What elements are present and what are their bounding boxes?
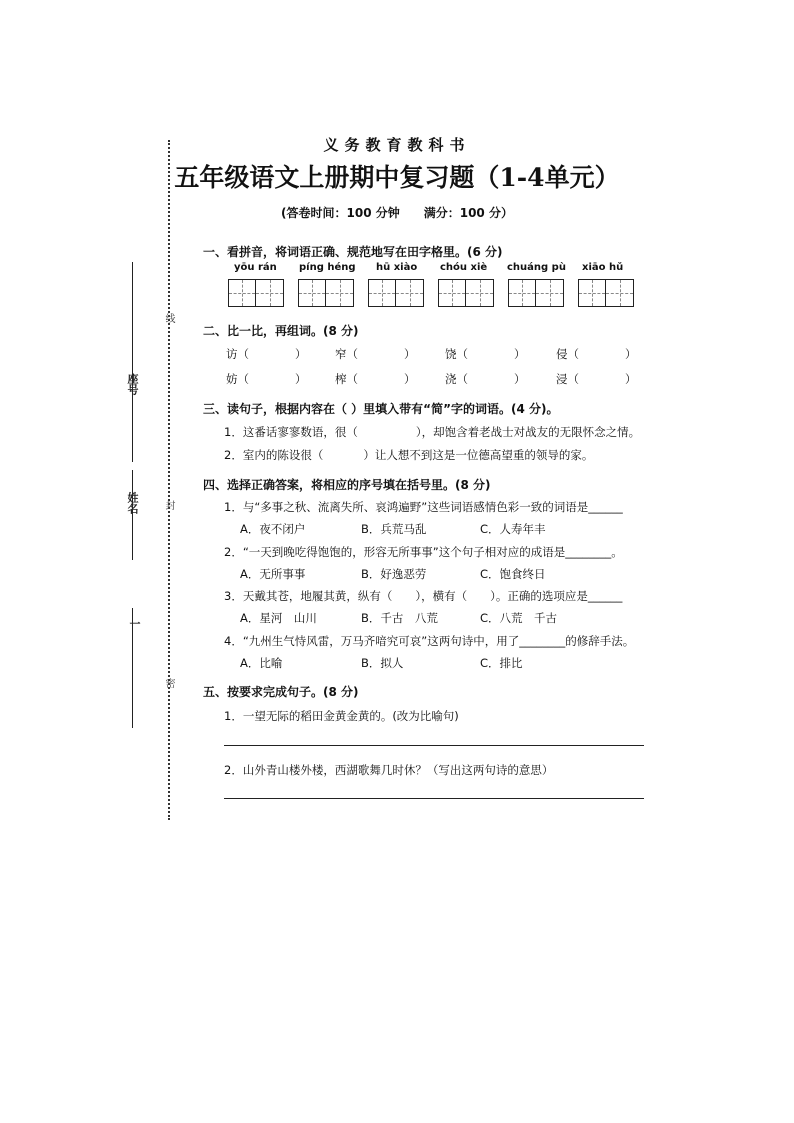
sentence-2-start: 2．室内的陈设很（ [224,448,324,462]
seat-label: 座号 [126,373,139,395]
pinyin-3: hū xiào [376,262,418,273]
option[interactable]: C．饱食终日 [480,567,546,581]
section-5-heading: 五、按要求完成句子。(8 分) [203,685,359,699]
bind-seal-char: 封 [163,500,174,510]
compare-item[interactable]: 窄（ ） [335,347,416,361]
bind-line-char: 线 [163,313,174,323]
task-2: 2．山外青山楼外楼，西湖歌舞几时休？（写出这两句诗的意思） [224,763,554,777]
section-4-heading: 四、选择正确答案，将相应的序号填在括号里。(8 分) [203,478,491,492]
compare-item[interactable]: 妨（ ） [226,372,307,386]
compare-item[interactable]: 浸（ ） [556,372,637,386]
pinyin-6: xiāo hǔ [582,262,624,273]
sentence-1-end: ），却饱含着老战士对战友的无限怀念之情。 [415,425,641,439]
option[interactable]: A．无所事事 [240,567,306,581]
option[interactable]: A．星河 山川 [240,611,317,625]
option[interactable]: C．八荒 千古 [480,611,558,625]
tian-grid-1[interactable] [228,279,284,307]
binding-dotted-line [168,140,170,820]
section-2-heading: 二、比一比，再组词。(8 分) [203,324,359,338]
exam-info: (答卷时间：100 分钟 满分：100 分） [281,206,513,220]
class-label: 一 [128,618,141,629]
bind-secret-char: 密 [163,678,174,688]
question-4: 4．“九州生气恃风雷，万马齐喑究可哀”这两句诗中，用了________的修辞手法。 [224,634,635,648]
option[interactable]: A．比喻 [240,656,283,670]
compare-item[interactable]: 访（ ） [226,347,307,361]
option[interactable]: B．兵荒马乱 [361,522,427,536]
pinyin-5: chuáng pù [507,262,566,273]
tian-grid-5[interactable] [508,279,564,307]
tian-grid-3[interactable] [368,279,424,307]
option[interactable]: B．好逸恶劳 [361,567,427,581]
tian-grid-6[interactable] [578,279,634,307]
tian-grid-2[interactable] [298,279,354,307]
question-3: 3．天戴其苍，地履其黄，纵有（ ），横有（ ）。正确的选项应是______ [224,589,623,603]
series-title: 义务教育教科书 [323,136,471,154]
pinyin-2: píng héng [299,262,356,273]
sentence-2-end: ）让人想不到这是一位德高望重的领导的家。 [363,448,594,462]
option[interactable]: C．人寿年丰 [480,522,546,536]
question-2: 2．“一天到晚吃得饱饱的，形容无所事事”这个句子相对应的成语是________。 [224,545,623,559]
tian-grid-4[interactable] [438,279,494,307]
name-label: 姓名 [126,492,139,514]
compare-item[interactable]: 侵（ ） [556,347,637,361]
pinyin-4: chóu xiè [440,262,488,273]
option[interactable]: C．排比 [480,656,523,670]
section-1-heading: 一、看拼音，将词语正确、规范地写在田字格里。(6 分) [203,245,503,259]
question-1: 1．与“多事之秋、流离失所、哀鸿遍野”这些词语感情色彩一致的词语是______ [224,500,623,514]
section-3-heading: 三、读句子，根据内容在（ ）里填入带有“简”字的词语。(4 分)。 [203,402,559,416]
option[interactable]: B．千古 八荒 [361,611,438,625]
seat-number-line [132,262,133,462]
compare-item[interactable]: 榨（ ） [335,372,416,386]
page-title: 五年级语文上册期中复习题（1-4单元） [174,163,620,192]
option[interactable]: A．夜不闭户 [240,522,306,536]
pinyin-1: yōu rán [234,262,277,273]
name-line [132,470,133,560]
sentence-2 [224,447,593,463]
compare-item[interactable]: 浇（ ） [445,372,526,386]
answer-line-1[interactable] [224,745,644,746]
option[interactable]: B．拟人 [361,656,404,670]
sentence-1 [224,424,640,440]
compare-item[interactable]: 饶（ ） [445,347,526,361]
task-1: 1．一望无际的稻田金黄金黄的。(改为比喻句) [224,709,459,723]
answer-line-2[interactable] [224,798,644,799]
sentence-1-start: 1．这番话寥寥数语，很（ [224,425,358,439]
